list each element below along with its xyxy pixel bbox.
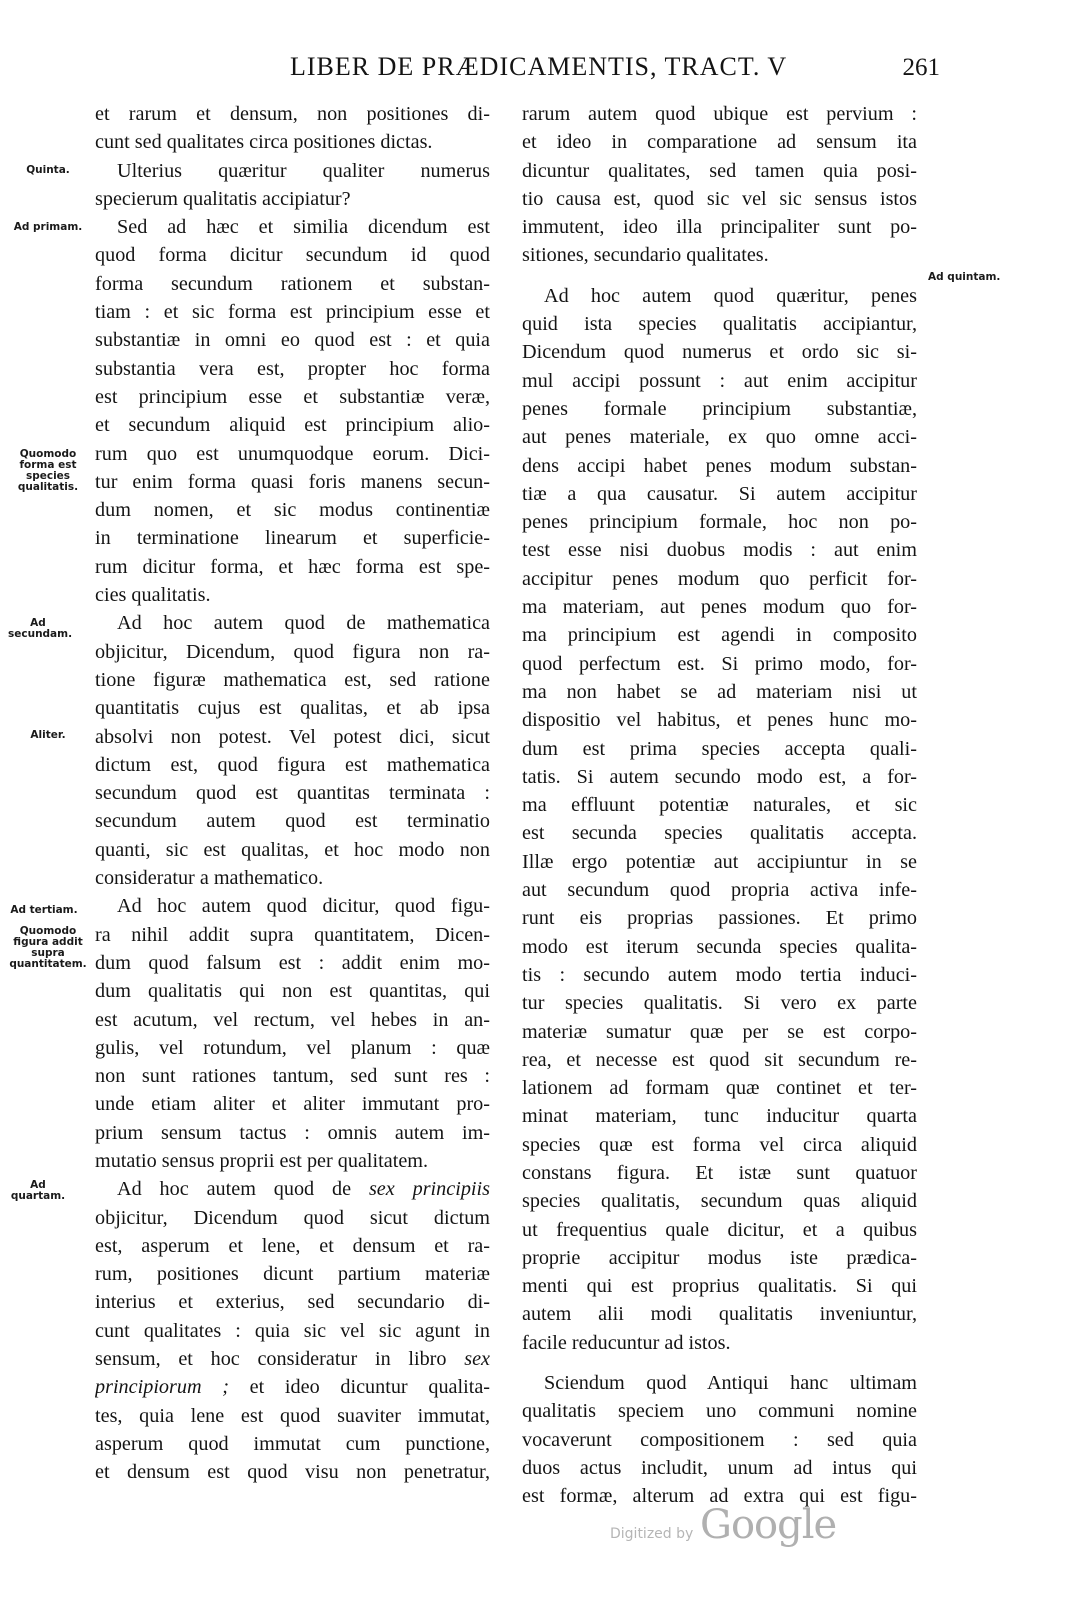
text-line: est acutum, vel rectum, vel hebes in an- [95, 1008, 490, 1031]
text-line: runt eis proprias passiones. Et primo [522, 907, 917, 930]
text-line: penes principium formale, hoc non po- [522, 511, 917, 534]
text-line: secundum autem quod est terminatio [95, 810, 490, 833]
text-line: est principium esse et substantiæ veræ, [95, 385, 490, 408]
margin-note-ad-quintam: Ad quintam. [928, 271, 1001, 283]
margin-note-ad-primam: Ad primam. [13, 221, 83, 233]
text-line: Sciendum quod Antiqui hanc ultimam [544, 1372, 917, 1395]
text-line: qualitatis speciem uno communi nomine [522, 1400, 917, 1423]
text-line: dum nomen, et sic modus continentiæ [95, 499, 490, 522]
text-line [95, 1175, 490, 1203]
text-line: duos actus includit, unum ad intus qui [522, 1456, 917, 1479]
text-line: quod perfectum est. Si primo modo, for- [522, 652, 917, 675]
margin-note-aliter: Aliter. [30, 729, 66, 741]
header-title: LIBER DE PRÆDICAMENTIS, TRACT. V [290, 52, 788, 81]
running-header [0, 52, 1065, 88]
digitized-by-label: Digitized by [610, 1526, 694, 1542]
text-line: vocaverunt compositionem : sed quia [522, 1428, 917, 1451]
text-line: tione figuræ mathematica est, sed ratione [95, 668, 490, 691]
text-line: species quæ est forma vel circa aliquid [522, 1133, 917, 1156]
margin-note-ad-quartam: Ad quartam. [10, 1179, 66, 1202]
text-line: objicitur, Dicendum, quod figura non ra- [95, 640, 490, 663]
text-line: Ad hoc autem quod dicitur, quod figu- [117, 895, 490, 918]
text-line: minat materiam, tunc inducitur quarta [522, 1105, 917, 1128]
text-line: Ad hoc autem quod quæritur, penes [544, 284, 917, 307]
text-line: Dicendum quod numerus et ordo sic si- [522, 341, 917, 364]
text-line: cies qualitatis. [95, 584, 211, 607]
text-line: ut frequentius quale dicitur, et a quibus [522, 1218, 917, 1241]
text-line: dictum est, quod figura est mathematica [95, 753, 490, 776]
text-line: tur enim forma quasi foris manens secun- [95, 470, 490, 493]
text-line: est, asperum et lene, et densum et ra- [95, 1234, 490, 1257]
text-line: tio causa est, quod sic vel sic sensus istos [522, 187, 917, 210]
text-line: et densum est quod visu non penetratur, [95, 1461, 490, 1484]
text-line: absolvi non potest. Vel potest dici, sicut [95, 725, 490, 748]
text-line: autem alii modi qualitatis inveniuntur, [522, 1303, 917, 1326]
text-line: et secundum aliquid est principium alio- [95, 414, 490, 437]
text-line: forma secundum rationem et substan- [95, 272, 490, 295]
text-line: ma non habet se ad materiam nisi ut [522, 680, 917, 703]
text-line: cunt sed qualitates circa positiones dictas. [95, 131, 433, 154]
text-segment: et ideo dicuntur qualita- [249, 1376, 490, 1399]
text-line: menti qui est proprius qualitatis. Si qui [522, 1275, 917, 1298]
text-line: tiæ a qua causatur. Si autem accipitur [522, 482, 917, 505]
text-line: asperum quod immutat cum punctione, [95, 1432, 490, 1455]
text-line: consideratur a mathematico. [95, 867, 324, 890]
text-line: tatis. Si autem secundo modo est, a for- [522, 765, 917, 788]
text-line: facile reducuntur ad istos. [522, 1331, 731, 1354]
text-line: et rarum et densum, non positiones di- [95, 103, 490, 125]
text-line [95, 1373, 490, 1401]
text-line: et ideo in comparatione ad sensum ita [522, 131, 917, 154]
left-column [95, 100, 490, 1487]
text-line: mul accipi possunt : aut enim accipitur [522, 369, 917, 392]
google-logo: Google [700, 1502, 837, 1548]
margin-note-ad-secundam: Ad secundam. [8, 617, 73, 640]
text-line: Ad hoc autem quod de mathematica [117, 612, 490, 635]
text-segment: sensum, et hoc consideratur in libro [95, 1348, 447, 1371]
text-line: ma principium est agendi in composito [522, 624, 917, 647]
text-line: tiam : et sic forma est principium esse et [95, 301, 490, 324]
text-line: accipitur penes modum quo perficit for- [522, 567, 917, 590]
text-line: rarum autem quod ubique est pervium : [522, 103, 917, 125]
text-line: modo est iterum secunda species qualita- [522, 935, 917, 958]
right-column [522, 100, 917, 1511]
text-line: interius et exterius, sed secundario di- [95, 1291, 490, 1314]
text-line: rum dicitur forma, et hæc forma est spe- [95, 555, 490, 578]
text-line: aut penes materiale, ex quo omne acci- [522, 426, 917, 449]
text-line: aut secundum quod propria activa infe- [522, 879, 917, 902]
text-line: immutent, ideo illa principaliter sunt po- [522, 216, 917, 239]
italic-title: sex principiis [368, 1178, 490, 1201]
text-segment: Ad hoc autem quod de [117, 1178, 352, 1201]
text-line: constans figura. Et istæ sunt quatuor [522, 1161, 917, 1184]
text-line: est formæ, alterum ad extra qui est figu- [522, 1485, 917, 1508]
text-line: dicuntur qualitates, sed tamen quia posi- [522, 159, 917, 182]
text-line: secundum quod est quantitas terminata : [95, 782, 490, 805]
text-line: tis : secundo autem modo tertia induci- [522, 963, 917, 986]
text-line: tes, quia lene est quod suaviter immutat, [95, 1404, 490, 1427]
text-line: rea, et necesse est quod sit secundum re- [522, 1048, 917, 1071]
text-line: Ulterius quæritur qualiter numerus [117, 159, 490, 182]
margin-note-quomodo-forma: Quomodo forma est species qualitatis. [17, 448, 79, 493]
text-line: quod forma dicitur secundum id quod [95, 244, 490, 267]
text-line: quanti, sic est qualitas, et hoc modo non [95, 838, 490, 861]
text-line: cunt qualitates : quia sic vel sic agunt in [95, 1319, 490, 1342]
text-line: rum quo est unumquodque eorum. Dici- [95, 442, 490, 465]
text-line: quantitatis cujus est qualitas, et ab ipsa [95, 697, 490, 720]
text-line: non sunt rationes tantum, sed sunt res : [95, 1065, 490, 1088]
text-line: in terminatione linearum et superficie- [95, 527, 490, 550]
text-line: species qualitatis, secundum quas aliquid [522, 1190, 917, 1213]
text-line: quid ista species qualitatis accipiantur, [522, 313, 917, 336]
text-line: sitiones, secundario qualitates. [522, 244, 769, 267]
text-line: rum, positiones dicunt partium materiæ [95, 1263, 490, 1286]
text-line: dispositio vel habitus, et penes hunc mo- [522, 709, 917, 732]
text-line: proprie accipitur modus iste prædica- [522, 1246, 917, 1269]
text-line: Sed ad hæc et similia dicendum est [117, 216, 490, 239]
italic-title: sex [464, 1348, 490, 1371]
page-number: 261 [902, 54, 940, 81]
text-line: tur species qualitatis. Si vero ex parte [522, 992, 917, 1015]
text-line: objicitur, Dicendum quod sicut dictum [95, 1206, 490, 1229]
text-line: materiæ sumatur quæ per se est corpo- [522, 1020, 917, 1043]
italic-title: principiorum ; [95, 1376, 229, 1399]
text-line: dum qualitatis qui non est quantitas, qui [95, 980, 490, 1003]
text-line: lationem ad formam quæ continet et ter- [522, 1077, 917, 1100]
text-line [95, 1345, 490, 1373]
text-line: dum est prima species accepta quali- [522, 737, 917, 760]
text-line: mutatio sensus proprii est per qualitatem. [95, 1149, 429, 1172]
text-line: est secunda species qualitatis accepta. [522, 822, 917, 845]
margin-note-quinta: Quinta. [26, 164, 70, 176]
text-line: specierum qualitatis accipiatur? [95, 187, 351, 210]
text-line: penes formale principium substantiæ, [522, 397, 917, 420]
text-line: ra nihil addit supra quantitatem, Dicen- [95, 923, 490, 946]
text-line: Illæ ergo potentiæ aut accipiuntur in se [522, 850, 917, 873]
margin-note-ad-tertiam: Ad tertiam. [10, 904, 78, 916]
text-line: dum quod falsum est : addit enim mo- [95, 951, 490, 974]
text-line: prium sensum tactus : omnis autem im- [95, 1121, 490, 1144]
text-line: substantiæ in omni eo quod est : et quia [95, 329, 490, 352]
text-line: substantia vera est, propter hoc forma [95, 357, 490, 380]
text-line: gulis, vel rotundum, vel planum : quæ [95, 1036, 490, 1059]
text-line: dens accipi habet penes modum substan- [522, 454, 917, 477]
text-line: unde etiam aliter et aliter immutant pro- [95, 1093, 490, 1116]
text-line: ma materiam, aut penes modum quo for- [522, 596, 917, 619]
margin-note-quomodo-figura: Quomodo figura addit supra quantitatem. [9, 925, 87, 970]
digitized-watermark [610, 1500, 870, 1550]
text-line: test esse nisi duobus modis : aut enim [522, 539, 917, 562]
text-line: ma effluunt potentiæ naturales, et sic [522, 794, 917, 817]
